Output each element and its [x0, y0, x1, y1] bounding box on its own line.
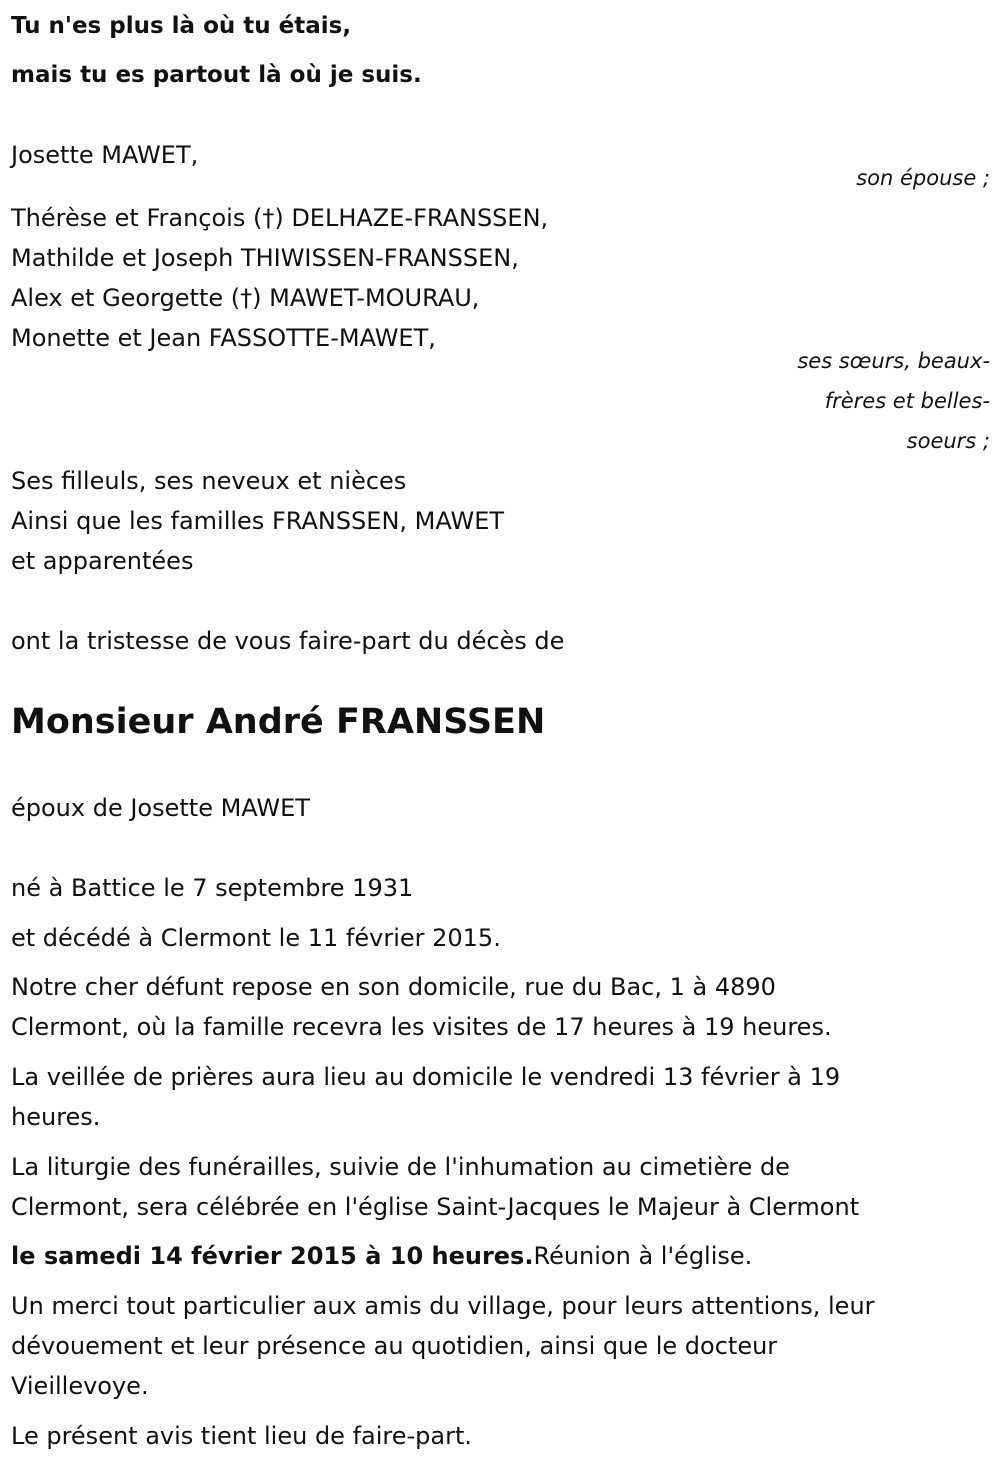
- family-line-1: Ses filleuls, ses neveux et nièces: [11, 467, 407, 495]
- sibling-line-3: Alex et Georgette (†) MAWET-MOURAU,: [11, 284, 480, 312]
- thanks-line-3: Vieillevoye.: [11, 1372, 149, 1400]
- announcement-text: ont la tristesse de vous faire-part du décès de: [11, 627, 565, 655]
- death-text: et décédé à Clermont le 11 février 2015.: [11, 924, 501, 952]
- spouse-name: Josette MAWET,: [11, 141, 199, 169]
- siblings-role-line-1: ses sœurs, beaux-: [797, 349, 990, 373]
- rest-line-1: Notre cher défunt repose en son domicile, rue du Bac, 1 à 4890: [11, 973, 776, 1001]
- funeral-date-rest: Réunion à l'église.: [533, 1242, 753, 1270]
- quote-line-1: Tu n'es plus là où tu étais,: [11, 13, 352, 39]
- deceased-name: Monsieur André FRANSSEN: [11, 702, 546, 742]
- sibling-line-1: Thérèse et François (†) DELHAZE-FRANSSEN,: [11, 204, 549, 232]
- siblings-role-line-2: frères et belles-: [824, 389, 990, 413]
- spouse-role: son épouse ;: [856, 166, 990, 190]
- funeral-date-line: [11, 1236, 752, 1276]
- vigil-line-1: La veillée de prières aura lieu au domicile le vendredi 13 février à 19: [11, 1063, 841, 1091]
- closing-text: Le présent avis tient lieu de faire-part.: [11, 1422, 473, 1450]
- rest-line-2: Clermont, où la famille recevra les visites de 17 heures à 19 heures.: [11, 1013, 832, 1041]
- vigil-line-2: heures.: [11, 1103, 101, 1131]
- siblings-role-line-3: soeurs ;: [906, 429, 990, 453]
- family-line-3: et apparentées: [11, 547, 194, 575]
- spouse-of-text: époux de Josette MAWET: [11, 794, 310, 822]
- funeral-date-bold: le samedi 14 février 2015 à 10 heures.: [11, 1242, 534, 1270]
- thanks-line-2: dévouement et leur présence au quotidien, ainsi que le docteur: [11, 1332, 778, 1360]
- family-line-2: Ainsi que les familles FRANSSEN, MAWET: [11, 507, 505, 535]
- liturgy-line-1: La liturgie des funérailles, suivie de l'inhumation au cimetière de: [11, 1153, 790, 1181]
- quote-line-2: mais tu es partout là où je suis.: [11, 62, 422, 88]
- liturgy-line-2: Clermont, sera célébrée en l'église Saint-Jacques le Majeur à Clermont: [11, 1193, 860, 1221]
- thanks-line-1: Un merci tout particulier aux amis du village, pour leurs attentions, leur: [11, 1292, 875, 1320]
- sibling-line-2: Mathilde et Joseph THIWISSEN-FRANSSEN,: [11, 244, 519, 272]
- birth-text: né à Battice le 7 septembre 1931: [11, 874, 414, 902]
- sibling-line-4: Monette et Jean FASSOTTE-MAWET,: [11, 324, 436, 352]
